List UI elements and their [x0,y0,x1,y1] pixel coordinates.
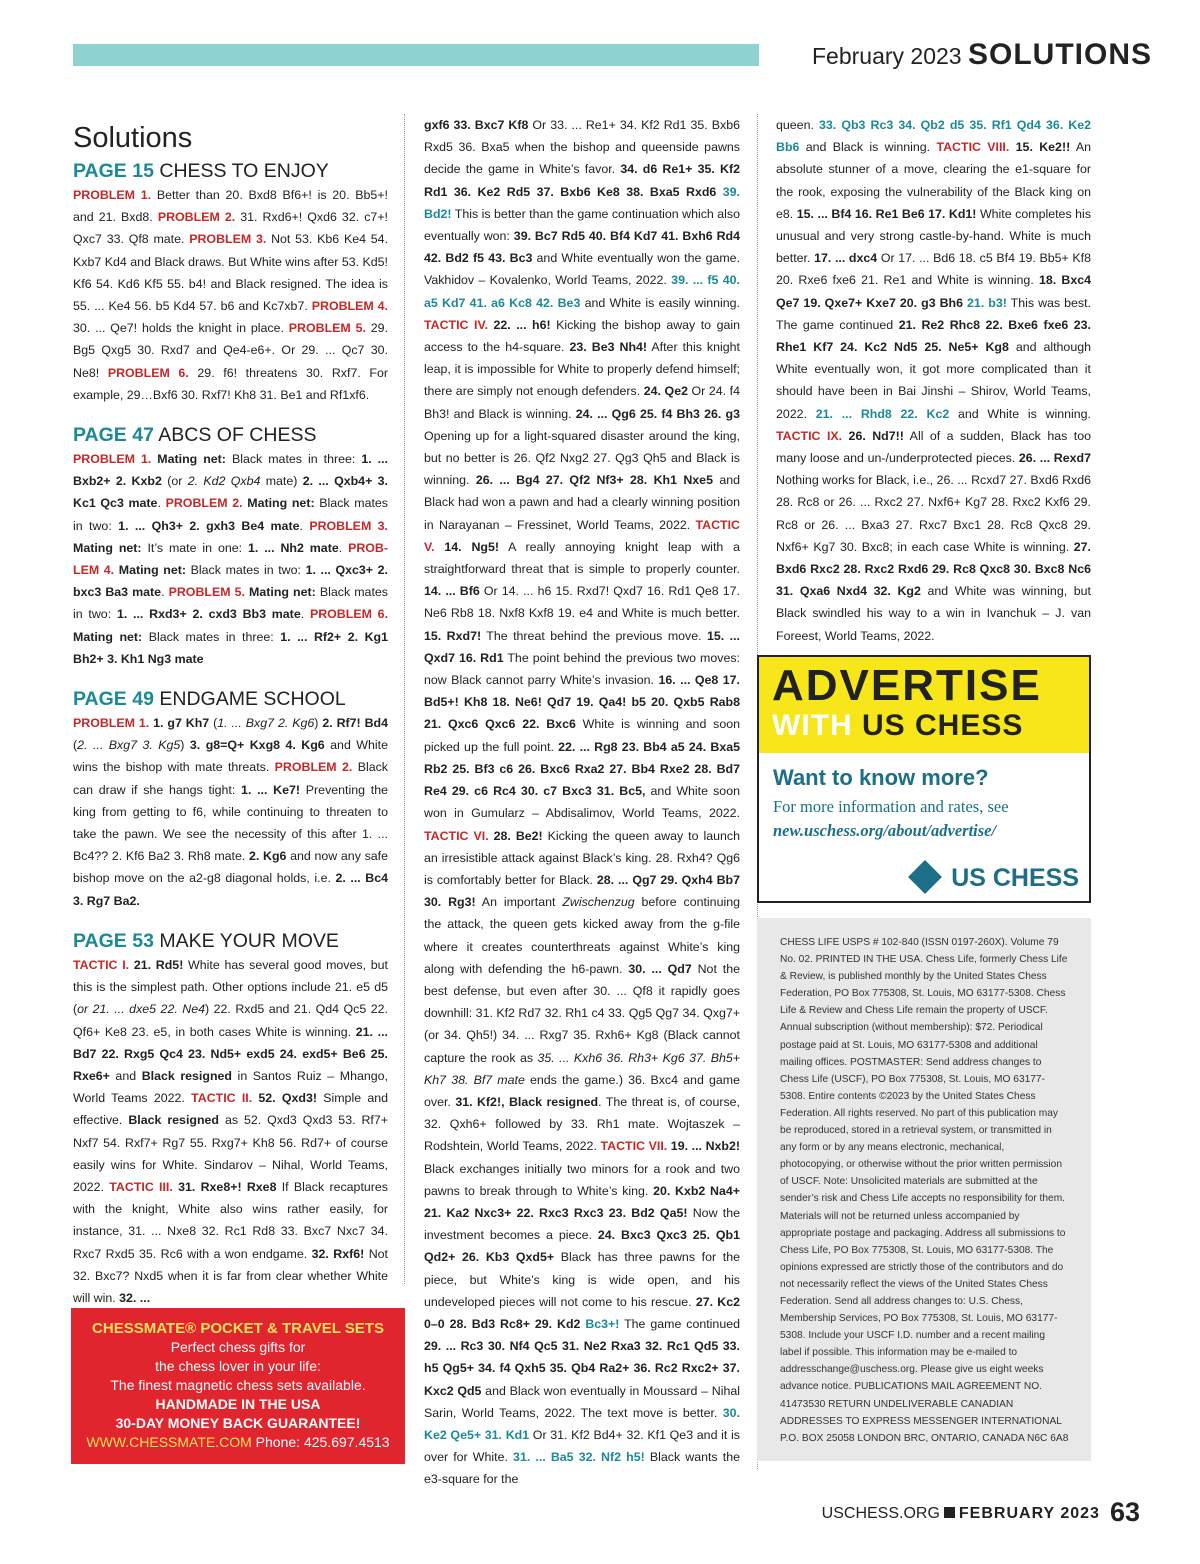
column-3 [776,114,1091,663]
uschess-advertise-ad[interactable] [757,655,1091,903]
chessmate-guarantee: 30-DAY MONEY BACK GUARANTEE! [115,1415,361,1431]
section-heading-page-53: PAGE 53 MAKE YOUR MOVE [73,929,339,952]
uschess-logo: US CHESS [913,864,1079,893]
page-header [812,38,1152,72]
article-title: Solutions [73,122,193,154]
header-accent-bar [73,44,759,66]
section-body-page-53: TACTIC I. 21. Rd5! White has several good moves, but this is the simplest path. Other options include 21. e5 d5 (or 21. ... dxe5 22. Ne4) 22. Rxd5 and 21. Qd4 Qc5 22. Qf6+ Ke8 23. e5, in both cases White is winning. 21. ... Bd7 22. Rxg5 Qc4 23. Nd5+ exd5 24. exd5+ Be6 25. Rxe6+ and Black resigned in Santos Ruiz – Mhango, World Teams 2022. TACTIC II. 52. Qxd3! Simple and effective. Black resigned as 52. Qxd3 Qxd3 53. Rf7+ Nxf7 54. Rxf7+ Rg7 55. Rxg7+ Kh8 56. Rd7+ of course easily wins for White. Sindarov – Nihal, World Teams, 2022. TACTIC III. 31. Rxe8+! Rxe8 If Black recaptures with the knight, White also wins rather easily, for instance, 31. ... Nxe8 32. Rc1 Rd8 33. Bxc7 Nxc7 34. Rxc7 Rxd5 35. Rc6 with a won endgame. 32. Rxf6! Not 32. Bxc7? Nxd5 when it is far from clear whether White will win. 32. ... [73,957,389,1305]
header-date: February 2023 [812,43,962,69]
ad-question: Want to know more? [773,765,989,790]
ad-subheadline: WITH US CHESS [772,709,1024,742]
chessmate-contact: WWW.CHESSMATE.COM Phone: 425.697.4513 [86,1434,390,1450]
section-body-page-47: PROBLEM 1. Mating net: Black mates in three: 1. ... Bxb2+ 2. Kxb2 (or 2. Kd2 Qxb4 mate) 2. ... Qxb4+ 3. Kc1 Qc3 mate. PROBLEM 2. Mating net: Black mates in two: 1. ... Qh3+ 2. gxh3 Be4 mate. PROBLEM 3. Mating net: It’s mate in one: 1. ... Nh2 mate. PROB-LEM 4. Mating net: Black mates in two: 1. ... Qxc3+ 2. bxc3 Ba3 mate. PROBLEM 5. Mating net: Black mates in two: 1. ... Rxd3+ 2. cxd3 Bb3 mate. PROBLEM 6. Mating net: Black mates in three: 1. ... Rf2+ 2. Kg1 Bh2+ 3. Kh1 Ng3 mate [73,452,389,666]
section-body-page-49: PROBLEM 1. 1. g7 Kh7 (1. ... Bxg7 2. Kg6) 2. Rf7! Bd4 (2. ... Bxg7 3. Kg5) 3. g8=Q+ Kxg8 4. Kg6 and White wins the bishop with mate threats. PROBLEM 2. Black can draw if she hangs tight: 1. ... Ke7! Preventing the king from getting to f6, while continuing to threaten to take the pawn. We see the necessity of this after 1. ... Bc4?? 2. Kf6 Ba2 3. Rh8 mate. 2. Kg6 and now any safe bishop move on the a2-g8 diagonal holds, i.e. 2. ... Bc4 3. Rg7 Ba2. [73,716,389,908]
section-heading-page-47: PAGE 47 ABCS OF CHESS [73,424,317,447]
footer-site: USCHESS.ORG [821,1505,940,1522]
chess-king-icon [908,860,942,894]
column-2 [424,114,740,1507]
chessmate-line: the chess lover in your life: [155,1358,321,1374]
page-footer [822,1497,1140,1528]
chessmate-title: CHESSMATE® POCKET & TRAVEL SETS [92,1320,384,1337]
chessmate-link[interactable]: WWW.CHESSMATE.COM [86,1434,252,1450]
section-body-page-15: PROBLEM 1. Better than 20. Bxd8 Bf6+! is 20. Bb5+! and 21. Bxd8. PROBLEM 2. 31. Rxd6+! Qxd6 32. c7+! Qxc7 33. Qf8 mate. PROBLEM 3. Not 53. Kb6 Ke4 54. Kxb7 Kd4 and Black draws. But White wins after 53. Kd5! Kf6 54. Kd6 Kf5 55. b4! and Black resigned. The idea is 55. ... Ke4 56. b5 Kd4 57. b6 and Kc7xb7. PROBLEM 4. 30. ... Qe7! holds the knight in place. PROBLEM 5. 29. Bg5 Qxg5 30. Rxd7 and Qe4-e6+. Or 29. ... Qc7 30. Ne8! PROBLEM 6. 29. f6! threatens 30. Rxf7. For example, 29…Bxf6 30. Rxf7! Kh8 31. Be1 and Rf1xf6. [73,188,389,402]
section-heading-page-15: PAGE 15 CHESS TO ENJOY [73,160,329,182]
advertise-link[interactable]: new.uschess.org/about/advertise/ [773,821,997,840]
footer-month: FEBRUARY 2023 [958,1505,1100,1522]
section-heading-page-49: PAGE 49 ENDGAME SCHOOL [73,688,346,711]
publication-info: CHESS LIFE USPS # 102-840 (ISSN 0197-260X). Volume 79 No. 02. PRINTED IN THE USA. Chess Life, formerly Chess Life & Review, is published monthly by the United States Chess Federation, PO Box 775308, St. Louis, MO 63177-5308. Chess Life & Review and Chess Life remain the property of USCF. Annual subscription (without membership): $72. Periodical postage paid at St. Louis, MO 63177-5308 and additional mailing offices. POSTMASTER: Send address changes to Chess Life (USCF), PO Box 775308, St. Louis, MO 63177-5308. Entire contents ©2023 by the United States Chess Federation. All rights reserved. No part of this publication may be reproduced, stored in a retrieval system, or transmitted in any form or by any means electronic, mechanical, photocopying, or otherwise without the prior written permission of USCF. Note: Unsolicited materials are submitted at the sender’s risk and Chess Life accepts no responsibility for them. Materials will not be returned unless accompanied by appropriate postage and packaging. Address all submissions to Chess Life, PO Box 775308, St. Louis, MO 63177-5308. The opinions expressed are strictly those of the contributors and do not necessarily reflect the views of the United States Chess Federation. Send all address changes to: U.S. Chess, Membership Services, PO Box 775308, St. Louis, MO 63177-5308. Include your USCF I.D. number and a recent mailing label if possible. This information may be e-mailed to addresschange@uschess.org. Please give us eight weeks advance notice. PUBLICATIONS MAIL AGREEMENT NO. 41473530 RETURN UNDELIVERABLE CANADIAN ADDRESSES TO EXPRESS MESSENGER INTERNATIONAL P.O. BOX 25058 LONDON BRC, ONTARIO, CANADA N6C 6A8 [757,918,1091,1461]
column-2-body: gxf6 33. Bxc7 Kf8 Or 33. ... Re1+ 34. Kf2 Rd1 35. Bxb6 Rxd5 36. Bxa5 when the bishop and queenside pawns decide the game in White’s favor. 34. d6 Re1+ 35. Kf2 Rd1 36. Ke2 Rd5 37. Bxb6 Ke8 38. Bxa5 Rxd6 39. Bd2! This is better than the game continuation which also eventually won: 39. Bc7 Rd5 40. Bf4 Kd7 41. Bxh6 Rd4 42. Bd2 f5 43. Bc3 and White eventually won the game. Vakhidov – Kovalenko, World Teams, 2022. 39. ... f5 40. a5 Kd7 41. a6 Kc8 42. Be3 and White is easily winning. TACTIC IV. 22. ... h6! Kicking the bishop away to gain access to the h4-square. 23. Be3 Nh4! After this knight leap, it is impossible for White to properly defend himself; there are simply not enough defenders. 24. Qe2 Or 24. f4 Bh3! and Black is winning. 24. ... Qg6 25. f4 Bh3 26. g3 Opening up for a light-squared disaster around the king, but no better is 26. Qf2 Nxg2 27. Qg3 Qh5 and Black is winning. 26. ... Bg4 27. Qf2 Nf3+ 28. Kh1 Nxe5 and Black had won a pawn and had a clearly winning position in Narayanan – Fressinet, World Teams, 2022. TACTIC V. 14. Ng5! A really annoying knight leap with a straightforward threat that is simple to properly counter. 14. ... Bf6 Or 14. ... h6 15. Rxd7! Qxd7 16. Rd1 Qe8 17. Ne6 Rb8 18. Nxf8 Kxf8 19. e4 and White is much better. 15. Rxd7! The threat behind the previous move. 15. ... Qxd7 16. Rd1 The point behind the previous two moves: now Black cannot parry White’s invasion. 16. ... Qe8 17. Bd5+! Kh8 18. Ne6! Qd7 19. Qa4! b5 20. Qxb5 Rab8 21. Qxc6 Qxc6 22. Bxc6 White is winning and soon picked up the full point. 22. ... Rg8 23. Bb4 a5 24. Bxa5 Rb2 25. Bf3 c6 26. Bxc6 Rxa2 27. Bb4 Rxe2 28. Bd7 Re4 29. c6 Rc4 30. c7 Bxc3 31. Bc5, and White soon won in Gumularz – Abdisalimov, World Teams, 2022. TACTIC VI. 28. Be2! Kicking the queen away to launch an irresistible attack against Black’s king. 28. Rxh4? Qg6 is comfortably better for Black. 28. ... Qg7 29. Qxh4 Bb7 30. Rg3! An important Zwischenzug before continuing the attack, the queen gets kicked away from the g-file where it creates counterthreats against White’s king along with defending the h6-pawn. 30. ... Qd7 Not the best defense, but even after 30. ... Qf8 it rapidly goes downhill: 31. Kf2 Rd7 32. Rh1 c4 33. Qg5 Qg7 34. Qxg7+ (or 34. Qh5!) 34. ... Rxg7 35. Rxh6+ Kg8 (Black cannot capture the rook as 35. ... Kxh6 36. Rh3+ Kg6 37. Bh5+ Kh7 38. Bf7 mate ends the game.) 36. Bxc4 and game over. 31. Kf2!, Black resigned. The threat is, of course, 32. Qxh6+ followed by 33. Rh1 mate. Wojtaszek – Rodshtein, World Teams, 2022. TACTIC VII. 19. ... Nxb2! Black exchanges initially two minors for a rook and two pawns to break through to White’s king. 20. Kxb2 Na4+ 21. Ka2 Nxc3+ 22. Rxc3 Rxc3 23. Bd2 Qa5! Now the investment becomes a piece. 24. Bxc3 Qxc3 25. Qb1 Qd2+ 26. Kb3 Qxd5+ Black has three pawns for the piece, but White’s king is wide open, and his undeveloped pieces will not come to his rescue. 27. Kc2 0–0 28. Bd3 Rc8+ 29. Kd2 Bc3+! The game continued 29. ... Rc3 30. Nf4 Qc5 31. Ne2 Rxa3 32. Rc1 Qd5 33. h5 Qg5+ 34. f4 Qxh5 35. Qb4 Ra2+ 36. Rc2 Rxc2+ 37. Kxc2 Qd5 and Black won eventually in Moussard – Nihal Sarin, World Teams, 2022. The text move is better. 30. Ke2 Qe5+ 31. Kd1 Or 31. Kf2 Bd4+ 32. Kf1 Qe3 and it is over for White. 31. ... Ba5 32. Nf2 h5! Black wants the e3-square for the [424,118,741,1487]
ad-headline-band [759,657,1089,753]
square-icon [944,1507,955,1518]
chessmate-ad[interactable] [71,1308,405,1464]
chessmate-line: The finest magnetic chess sets available. [110,1377,366,1393]
column-divider [404,114,405,1284]
ad-body: For more information and rates, see new.uschess.org/about/advertise/ [773,797,1009,840]
chessmate-line: HANDMADE IN THE USA [155,1396,321,1412]
header-section: SOLUTIONS [967,38,1152,71]
chessmate-line: Perfect chess gifts for [170,1339,306,1355]
column-3-body: queen. 33. Qb3 Rc3 34. Qb2 d5 35. Rf1 Qd4 36. Ke2 Bb6 and Black is winning. TACTIC VIII. 15. Ke2!! An absolute stunner of a move, clearing the e1-square for the rook, exposing the vulnerability of the Black king on e8. 15. ... Bf4 16. Re1 Be6 17. Kd1! White completes his unusual and very strong castle-by-hand. White is much better. 17. ... dxc4 Or 17. ... Bd6 18. c5 Bf4 19. Bb5+ Kf8 20. Rxe6 fxe6 21. Re1 and White is winning. 18. Bxc4 Qe7 19. Qxe7+ Kxe7 20. g3 Bh6 21. b3! This was best. The game continued 21. Re2 Rhc8 22. Bxe6 fxe6 23. Rhe1 Kf7 24. Kc2 Nd5 25. Ne5+ Kg8 and although White eventually won, it got more complicated than it should have been in Bai Jinshi – Shirov, World Teams, 2022. 21. ... Rhd8 22. Kc2 and White is winning. TACTIC IX. 26. Nd7!! All of a sudden, Black has too many loose and un-/underprotected pieces. 26. ... Rexd7 Nothing works for Black, i.e., 26. ... Rcxd7 27. Bxd6 Rxd6 28. Rc8 or 26. ... Rxc2 27. Nxf6+ Kg7 28. Rxc2 Kxf6 29. Rc8 or 26. ... Bxa3 27. Rxc7 Bxc1 28. Rc8 Qxc8 29. Nxf6+ Kg7 30. Bxc8; in each case White is winning. 27. Bxd6 Rxc2 28. Rxc2 Rxd6 29. Rc8 Qxc8 30. Bxc8 Nc6 31. Qxa6 Nxd4 32. Kg2 and White was winning, but Black swindled his way to a win in Ivanchuk – J. van Foreest, World Teams, 2022. [776,118,1092,643]
ad-headline: ADVERTISE [772,661,1042,710]
column-1 [73,114,388,1325]
page-number: 63 [1109,1497,1140,1527]
